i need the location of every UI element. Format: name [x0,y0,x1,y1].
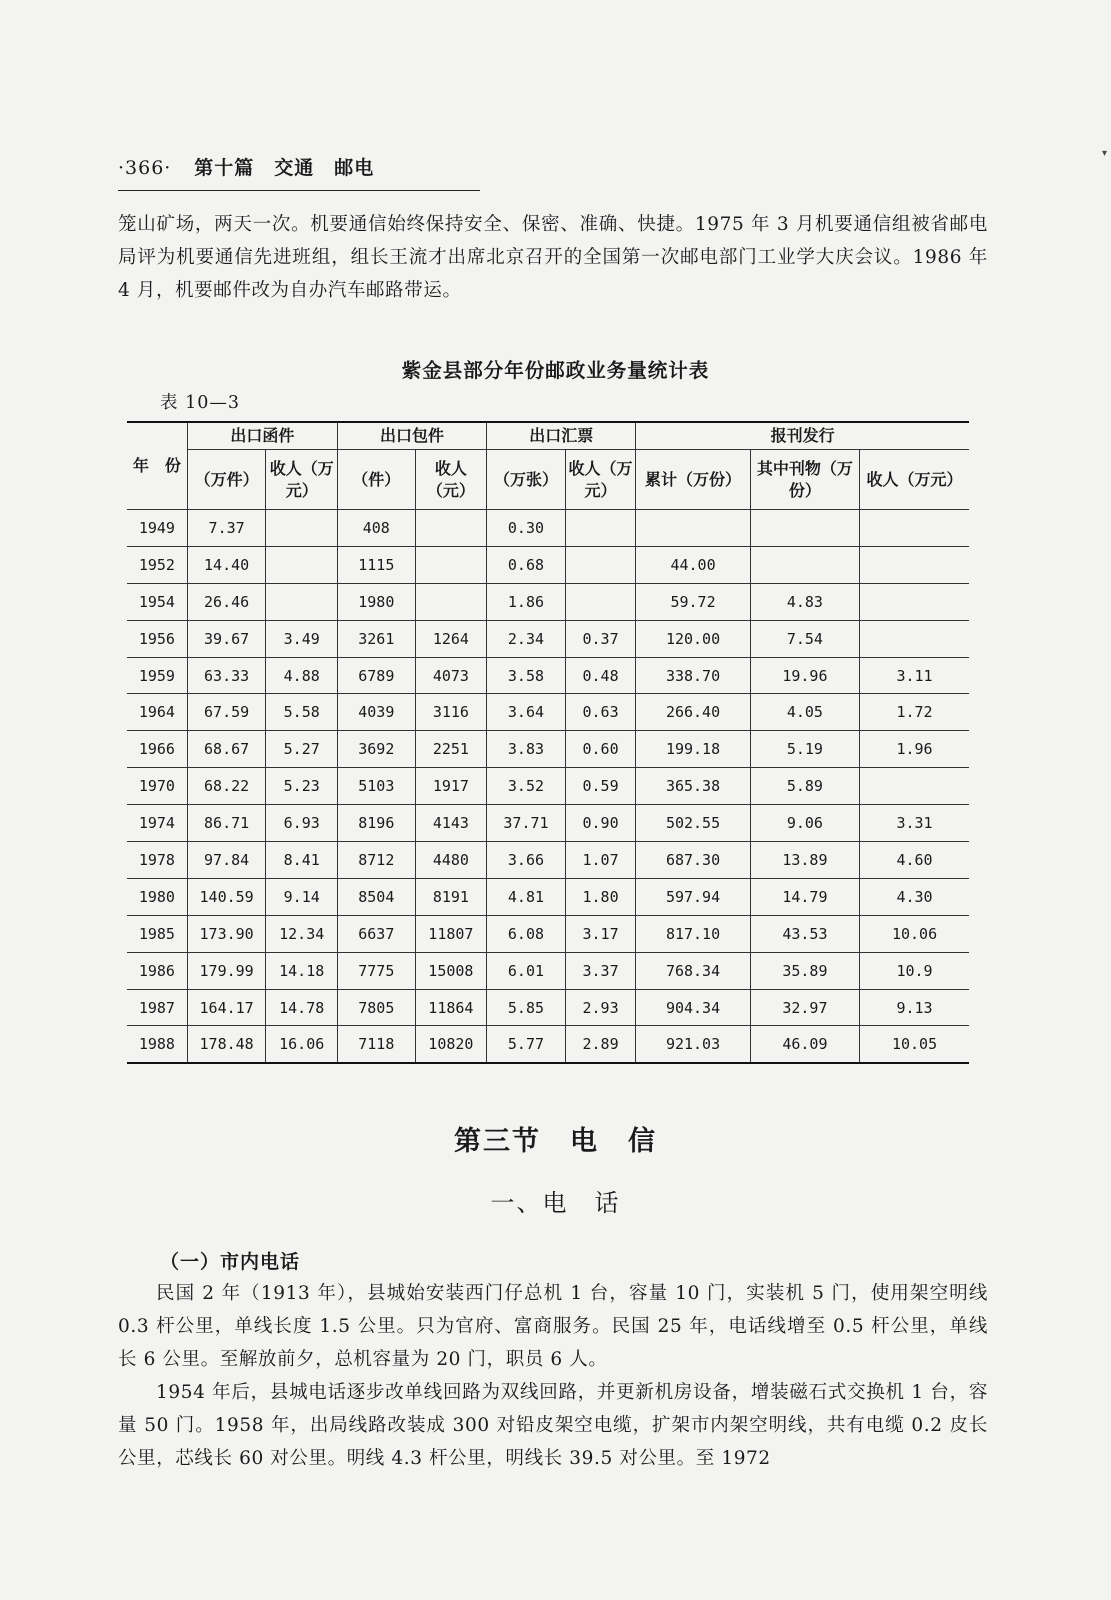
table-cell: 37.71 [487,805,566,842]
table-cell: 8191 [415,878,487,915]
table-cell: 6.01 [487,952,566,989]
table-cell: 4.81 [487,878,566,915]
body-paragraph: 民国 2 年（1913 年），县城始安装西门仔总机 1 台，容量 10 门，实装机 5 门，使用架空明线 0.3 杆公里，单线长度 1.5 公里。只为官府、富商服务。民国 25 年，电话线增至 0.5 杆公里，单线长 6 公里。至解放前夕，总机容量为 20 门，职员 6 人。 [118,1283,988,1370]
table-cell: 86.71 [187,805,266,842]
table-cell: 13.89 [750,842,859,879]
table-cell: 10.05 [860,1026,969,1063]
page-number: ·366· [118,157,172,179]
table-cell: 10820 [415,1026,487,1063]
year-cell: 1980 [127,878,187,915]
table-cell: 0.68 [487,546,566,583]
table-cell: 1917 [415,768,487,805]
table-row [127,878,969,915]
year-cell: 1959 [127,657,187,694]
table-cell: 5.27 [266,731,338,768]
table-cell: 178.48 [187,1026,266,1063]
table-cell: 199.18 [636,731,750,768]
table-row [127,620,969,657]
table-cell: 3.83 [487,731,566,768]
table-cell: 14.18 [266,952,338,989]
table-cell: 26.46 [187,583,266,620]
table-cell: 11864 [415,989,487,1026]
table-cell: 3.66 [487,842,566,879]
table-cell: 2.34 [487,620,566,657]
table-cell: 0.48 [565,657,636,694]
table-cell: 0.63 [565,694,636,731]
table-cell: 9.14 [266,878,338,915]
header-newspapers: 报刊发行 [636,422,969,450]
table-cell [750,546,859,583]
table-cell: 5.58 [266,694,338,731]
table-row [127,510,969,547]
table-cell [266,510,338,547]
table-cell: 3.31 [860,805,969,842]
table-cell: 7775 [337,952,415,989]
table-cell: 14.40 [187,546,266,583]
table-cell: 10.06 [860,915,969,952]
table-cell: 5.77 [487,1026,566,1063]
table-row [127,583,969,620]
table-cell: 7118 [337,1026,415,1063]
table-cell: 3692 [337,731,415,768]
table-cell: 7.37 [187,510,266,547]
header-letters: 出口函件 [187,422,337,450]
table-cell: 8712 [337,842,415,879]
header-parcels-qty: （件） [337,450,415,510]
table-cell: 1.80 [565,878,636,915]
year-cell: 1987 [127,989,187,1026]
header-rule [118,190,480,191]
table-cell: 19.96 [750,657,859,694]
table-cell [860,768,969,805]
table-cell: 4.60 [860,842,969,879]
table-cell: 46.09 [750,1026,859,1063]
table-cell: 4143 [415,805,487,842]
year-cell: 1952 [127,546,187,583]
header-parcels: 出口包件 [337,422,486,450]
table-cell [636,510,750,547]
table-cell: 1.86 [487,583,566,620]
header-parcels-income: 收人（元） [415,450,487,510]
table-cell: 1.96 [860,731,969,768]
table-cell [860,510,969,547]
table-cell: 179.99 [187,952,266,989]
table-title: 紫金县部分年份邮政业务量统计表 [401,359,710,382]
table-cell: 4.05 [750,694,859,731]
table-cell: 68.67 [187,731,266,768]
table-cell: 2251 [415,731,487,768]
table-cell: 35.89 [750,952,859,989]
table-cell: 0.90 [565,805,636,842]
table-cell: 1115 [337,546,415,583]
table-cell: 1264 [415,620,487,657]
year-cell: 1986 [127,952,187,989]
table-cell: 63.33 [187,657,266,694]
table-cell: 3.49 [266,620,338,657]
header-year: 年 份 [127,422,187,510]
table-cell [860,583,969,620]
running-header [118,153,478,180]
table-number: 表 10—3 [160,393,240,413]
table-cell: 365.38 [636,768,750,805]
year-cell: 1985 [127,915,187,952]
table-cell: 9.06 [750,805,859,842]
table-cell [860,620,969,657]
table-cell: 266.40 [636,694,750,731]
table-cell: 97.84 [187,842,266,879]
table-cell: 9.13 [860,989,969,1026]
table-cell: 140.59 [187,878,266,915]
table-cell [266,583,338,620]
table-cell: 0.59 [565,768,636,805]
intro-paragraph: 笼山矿场，两天一次。机要通信始终保持安全、保密、准确、快捷。1975 年 3 月机要通信组被省邮电局评为机要通信先进班组，组长王流才出席北京召开的全国第一次邮电部门工业学大庆会议。1986 年 4 月，机要邮件改为自办汽车邮路带运。 [118,214,988,301]
table-cell [750,510,859,547]
table-cell [415,546,487,583]
table-cell [565,583,636,620]
header-letters-income: 收人（万元） [266,450,338,510]
table-cell [565,546,636,583]
table-row [127,546,969,583]
table-cell: 67.59 [187,694,266,731]
table-cell: 502.55 [636,805,750,842]
table-cell: 597.94 [636,878,750,915]
table-row [127,989,969,1026]
table-cell: 11807 [415,915,487,952]
table-cell: 12.34 [266,915,338,952]
table-cell: 338.70 [636,657,750,694]
table-cell: 10.9 [860,952,969,989]
table-cell: 0.60 [565,731,636,768]
table-cell: 5103 [337,768,415,805]
table-cell: 14.78 [266,989,338,1026]
table-cell: 39.67 [187,620,266,657]
table-cell: 3.58 [487,657,566,694]
table-cell: 32.97 [750,989,859,1026]
table-cell: 173.90 [187,915,266,952]
header-news-income: 收人（万元） [860,450,969,510]
table-cell: 5.23 [266,768,338,805]
table-cell: 4.88 [266,657,338,694]
table-cell: 904.34 [636,989,750,1026]
table-cell: 15008 [415,952,487,989]
table-cell: 2.89 [565,1026,636,1063]
table-cell: 3261 [337,620,415,657]
year-cell: 1949 [127,510,187,547]
table-cell [860,546,969,583]
table-cell: 120.00 [636,620,750,657]
edge-mark: ▾ [1101,148,1107,159]
table-row [127,1026,969,1063]
table-cell [415,583,487,620]
table-row [127,805,969,842]
table-cell: 4480 [415,842,487,879]
table-cell: 6789 [337,657,415,694]
table-row [127,915,969,952]
table-cell: 6.08 [487,915,566,952]
table-cell: 8.41 [266,842,338,879]
year-cell: 1964 [127,694,187,731]
table-cell: 3.11 [860,657,969,694]
table-cell: 3.52 [487,768,566,805]
year-cell: 1954 [127,583,187,620]
header-news-periodicals: 其中刊物（万份） [750,450,859,510]
table-cell: 68.22 [187,768,266,805]
table-cell: 687.30 [636,842,750,879]
table-cell: 1980 [337,583,415,620]
table-cell: 6.93 [266,805,338,842]
table-cell: 3.37 [565,952,636,989]
table-cell: 3.64 [487,694,566,731]
table-cell: 5.85 [487,989,566,1026]
year-cell: 1966 [127,731,187,768]
subsection-title: 一、电 话 [490,1189,621,1217]
section-title: 第三节 电 信 [454,1126,657,1157]
year-cell: 1970 [127,768,187,805]
table-row [127,842,969,879]
header-orders-income: 收人（万元） [565,450,636,510]
table-cell: 7805 [337,989,415,1026]
table-cell: 921.03 [636,1026,750,1063]
postal-statistics-table [127,421,969,1064]
table-cell: 44.00 [636,546,750,583]
header-money-orders: 出口汇票 [487,422,636,450]
table-row [127,657,969,694]
table-cell: 2.93 [565,989,636,1026]
table-cell [565,510,636,547]
table-row [127,694,969,731]
table-cell: 164.17 [187,989,266,1026]
table-cell: 408 [337,510,415,547]
table-cell: 16.06 [266,1026,338,1063]
table-cell: 4.83 [750,583,859,620]
body-paragraph: 1954 年后，县城电话逐步改单线回路为双线回路，并更新机房设备，增装磁石式交换机 1 台，容量 50 门。1958 年，出局线路改装成 300 对铅皮架空电缆，扩架市内架空明线，共有电缆 0.2 皮长公里，芯线长 60 对公里。明线 4.3 杆公里，明线长 39.5 对公里。至 1972 [118,1382,988,1469]
table-cell: 5.89 [750,768,859,805]
year-cell: 1974 [127,805,187,842]
table-row [127,768,969,805]
table-cell: 1.72 [860,694,969,731]
table-row [127,952,969,989]
table-cell [266,546,338,583]
table-cell: 3.17 [565,915,636,952]
table-cell: 817.10 [636,915,750,952]
table-cell: 4039 [337,694,415,731]
subsubsection-title: （一）市内电话 [160,1251,301,1273]
table-cell: 8504 [337,878,415,915]
table-row [127,731,969,768]
table-cell: 3116 [415,694,487,731]
table-cell: 8196 [337,805,415,842]
table-cell: 768.34 [636,952,750,989]
table-cell: 43.53 [750,915,859,952]
table-cell [415,510,487,547]
table-cell: 0.30 [487,510,566,547]
header-orders-qty: （万张） [487,450,566,510]
table-cell: 0.37 [565,620,636,657]
header-news-total: 累计（万份） [636,450,750,510]
table-cell: 7.54 [750,620,859,657]
year-cell: 1988 [127,1026,187,1063]
table-cell: 14.79 [750,878,859,915]
table-cell: 5.19 [750,731,859,768]
header-letters-qty: （万件） [187,450,266,510]
table-cell: 6637 [337,915,415,952]
table-cell: 59.72 [636,583,750,620]
year-cell: 1978 [127,842,187,879]
table-cell: 4073 [415,657,487,694]
table-cell: 1.07 [565,842,636,879]
chapter-title: 第十篇 交通 邮电 [194,157,375,179]
table-cell: 4.30 [860,878,969,915]
year-cell: 1956 [127,620,187,657]
